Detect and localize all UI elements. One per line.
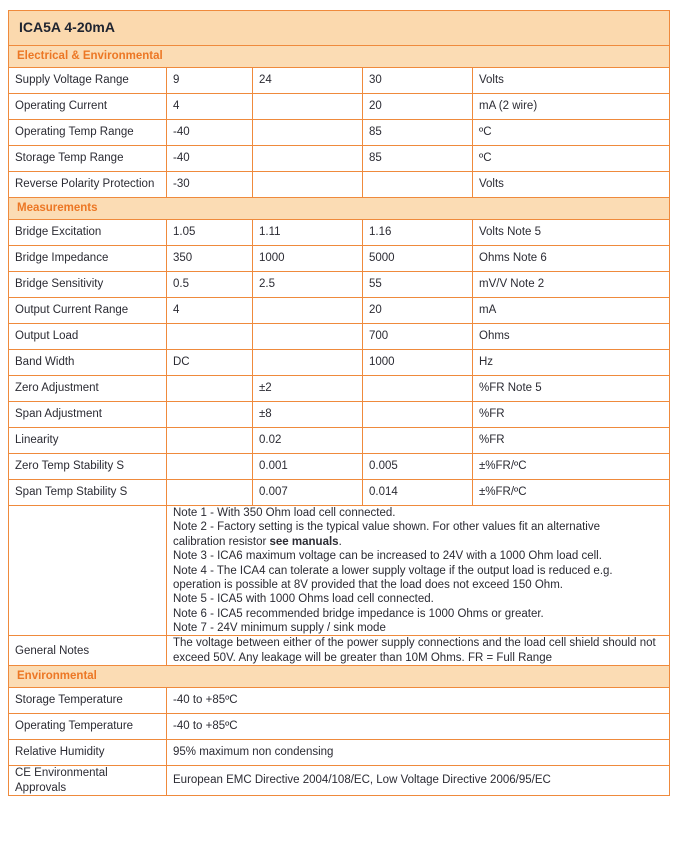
row-value: 95% maximum non condensing (167, 740, 670, 766)
table-body (9, 11, 670, 796)
row-max: 700 (363, 324, 473, 350)
row-max: 1000 (363, 350, 473, 376)
note-line-2b (173, 535, 663, 549)
row-label: Storage Temperature (9, 688, 167, 714)
row-max: 5000 (363, 246, 473, 272)
row-units: ±%FR/ºC (473, 454, 670, 480)
row-min (167, 480, 253, 506)
row-value: -40 to +85ºC (167, 714, 670, 740)
row-typ: ±8 (253, 402, 363, 428)
row-typ: 2.5 (253, 272, 363, 298)
table-row (9, 220, 670, 246)
table-row (9, 146, 670, 172)
row-label: Supply Voltage Range (9, 68, 167, 94)
row-min: 4 (167, 298, 253, 324)
table-row (9, 480, 670, 506)
row-typ: 1000 (253, 246, 363, 272)
table-row (9, 272, 670, 298)
table-row (9, 324, 670, 350)
row-max: 85 (363, 146, 473, 172)
table-row (9, 246, 670, 272)
row-typ (253, 324, 363, 350)
row-units: Volts (473, 172, 670, 198)
row-units: %FR (473, 428, 670, 454)
row-max: 20 (363, 94, 473, 120)
note-line-5: Note 5 - ICA5 with 1000 Ohms load cell connected. (173, 593, 434, 606)
general-notes-body (167, 636, 670, 666)
row-max (363, 172, 473, 198)
row-max: 85 (363, 120, 473, 146)
row-units: %FR Note 5 (473, 376, 670, 402)
row-label: Bridge Sensitivity (9, 272, 167, 298)
row-min: 4 (167, 94, 253, 120)
product-title-row (9, 11, 670, 46)
section-header-label: Environmental (9, 666, 670, 688)
table-row (9, 402, 670, 428)
row-typ (253, 94, 363, 120)
notes-body (167, 506, 670, 636)
row-min: 1.05 (167, 220, 253, 246)
row-min: DC (167, 350, 253, 376)
page-title: ICA5A 4-20mA (9, 11, 670, 46)
row-typ: 0.007 (253, 480, 363, 506)
row-label: Reverse Polarity Protection (9, 172, 167, 198)
row-max (363, 402, 473, 428)
general-notes-row (9, 636, 670, 666)
row-typ (253, 146, 363, 172)
row-label: Zero Temp Stability S (9, 454, 167, 480)
row-label: Operating Temp Range (9, 120, 167, 146)
row-label: Band Width (9, 350, 167, 376)
general-note-line-2: not exceed 50V. Any leakage will be greater than 10M Ohms. (173, 637, 656, 664)
row-units: Hz (473, 350, 670, 376)
row-units: Ohms Note 6 (473, 246, 670, 272)
table-row (9, 376, 670, 402)
row-label: Linearity (9, 428, 167, 454)
notes-label (9, 506, 167, 636)
note-line-7: Note 7 - 24V minimum supply / sink mode (173, 622, 386, 634)
row-typ (253, 172, 363, 198)
row-max: 55 (363, 272, 473, 298)
table-row (9, 298, 670, 324)
row-label: Storage Temp Range (9, 146, 167, 172)
table-row (9, 350, 670, 376)
row-max (363, 376, 473, 402)
row-label: Span Temp Stability S (9, 480, 167, 506)
row-label: CE Environmental Approvals (9, 766, 167, 796)
table-row (9, 428, 670, 454)
row-min: -40 (167, 146, 253, 172)
row-label: Bridge Excitation (9, 220, 167, 246)
note-line-1: Note 1 - With 350 Ohm load cell connected. (173, 507, 396, 519)
general-note-line-1: The voltage between either of the power supply connections and the load cell shield should (173, 637, 637, 650)
row-max: 0.014 (363, 480, 473, 506)
row-typ (253, 298, 363, 324)
row-label: Output Load (9, 324, 167, 350)
table-row (9, 688, 670, 714)
section-header-environmental (9, 666, 670, 688)
notes-row (9, 506, 670, 636)
note-line-4b: operation is possible at 8V provided that the load does not exceed 150 Ohm. (173, 578, 563, 591)
table-row (9, 68, 670, 94)
note-line-2b-pre: calibration resistor (173, 535, 270, 548)
row-typ: ±2 (253, 376, 363, 402)
section-header-label: Electrical & Environmental (9, 46, 670, 68)
table-row (9, 172, 670, 198)
row-min: 350 (167, 246, 253, 272)
section-header-electrical (9, 46, 670, 68)
row-label: Operating Temperature (9, 714, 167, 740)
row-units: mA (2 wire) (473, 94, 670, 120)
row-units: mA (473, 298, 670, 324)
row-min (167, 402, 253, 428)
specification-sheet (8, 10, 669, 796)
row-value: -40 to +85ºC (167, 688, 670, 714)
row-typ (253, 120, 363, 146)
row-units: Volts (473, 68, 670, 94)
row-max: 20 (363, 298, 473, 324)
note-line-2b-post: . (338, 535, 342, 548)
table-row (9, 766, 670, 796)
see-manuals-emphasis: see manuals (269, 535, 339, 548)
general-notes-label: General Notes (9, 636, 167, 666)
row-label: Zero Adjustment (9, 376, 167, 402)
table-row (9, 94, 670, 120)
note-line-4a: Note 4 - The ICA4 can tolerate a lower supply voltage if the output load is reduced e.g. (173, 564, 613, 577)
row-min: 9 (167, 68, 253, 94)
row-min: 0.5 (167, 272, 253, 298)
row-units: ±%FR/ºC (473, 480, 670, 506)
note-line-6: Note 6 - ICA5 recommended bridge impedance is 1000 Ohms or greater. (173, 607, 544, 620)
section-header-measurements (9, 198, 670, 220)
row-units: Volts Note 5 (473, 220, 670, 246)
table-row (9, 454, 670, 480)
table-row (9, 740, 670, 766)
table-row (9, 120, 670, 146)
row-units: mV/V Note 2 (473, 272, 670, 298)
row-typ: 0.02 (253, 428, 363, 454)
row-max (363, 428, 473, 454)
row-units: ºC (473, 120, 670, 146)
row-typ: 24 (253, 68, 363, 94)
row-max: 30 (363, 68, 473, 94)
row-label: Relative Humidity (9, 740, 167, 766)
row-min (167, 324, 253, 350)
row-min: -40 (167, 120, 253, 146)
row-min (167, 454, 253, 480)
row-label: Span Adjustment (9, 402, 167, 428)
table-row (9, 714, 670, 740)
row-units: Ohms (473, 324, 670, 350)
row-value: European EMC Directive 2004/108/EC, Low Voltage Directive 2006/95/EC (167, 766, 670, 796)
row-typ: 0.001 (253, 454, 363, 480)
row-label: Operating Current (9, 94, 167, 120)
row-min: -30 (167, 172, 253, 198)
row-units: ºC (473, 146, 670, 172)
row-min (167, 376, 253, 402)
row-max: 1.16 (363, 220, 473, 246)
row-label: Output Current Range (9, 298, 167, 324)
note-line-3: Note 3 - ICA6 maximum voltage can be increased to 24V with a 1000 Ohm load cell. (173, 550, 602, 563)
row-typ (253, 350, 363, 376)
specification-table (8, 10, 670, 796)
row-max: 0.005 (363, 454, 473, 480)
row-min (167, 428, 253, 454)
general-note-line-3: FR = Full Range (467, 651, 552, 664)
row-typ: 1.11 (253, 220, 363, 246)
section-header-label: Measurements (9, 198, 670, 220)
row-units: %FR (473, 402, 670, 428)
row-label: Bridge Impedance (9, 246, 167, 272)
note-line-2a: Note 2 - Factory setting is the typical value shown. For other values fit an alternative (173, 521, 600, 534)
